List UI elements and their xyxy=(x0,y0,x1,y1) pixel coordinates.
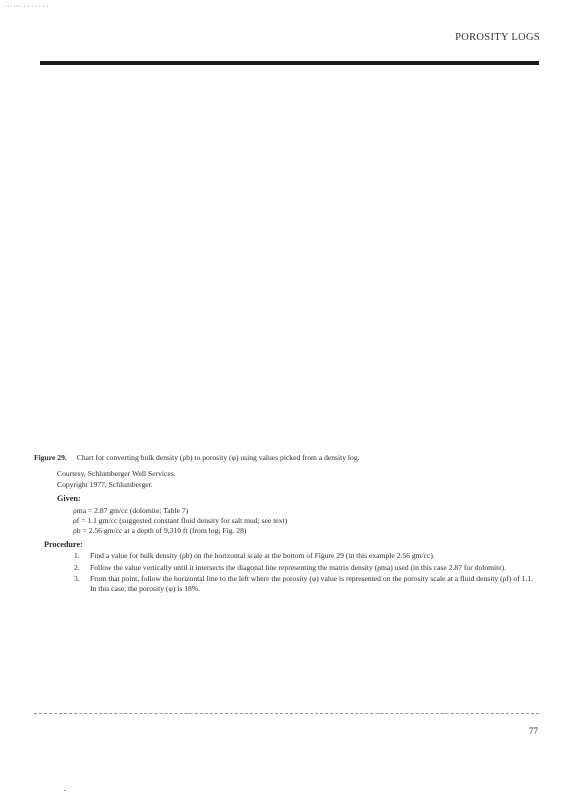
given-item: ρb = 2.56 gm/cc at a depth of 9,310 ft (from log; Fig. 28) xyxy=(73,526,247,536)
figure-caption-text: Chart for converting bulk density (ρb) to porosity (φ) using values picked from a density log. xyxy=(76,453,360,462)
procedure-heading: Procedure: xyxy=(44,539,83,549)
figure-caption xyxy=(34,453,534,463)
page-number: 77 xyxy=(529,726,538,736)
header-rule xyxy=(40,61,539,65)
procedure-step xyxy=(74,574,534,595)
procedure-step xyxy=(74,563,534,573)
courtesy-line: Courtesy, Schlumberger Well Services. xyxy=(57,469,176,479)
given-item: ρf = 1.1 gm/cc (suggested constant fluid density for salt mud; see text) xyxy=(73,516,288,526)
figure-caption-block xyxy=(34,453,534,596)
procedure-step xyxy=(74,551,534,561)
courtesy-notice xyxy=(34,469,534,490)
step-text: Follow the value vertically until it intersects the diagonal line representing the matrix density (ρma) used (in this case 2.87 for dolomite). xyxy=(90,562,507,572)
step-number: 2. xyxy=(74,562,80,572)
given-list xyxy=(34,506,534,537)
footer-rule xyxy=(34,713,539,714)
scan-artifact xyxy=(64,790,66,791)
copyright-line: Copyright 1977, Schlumberger. xyxy=(57,479,153,489)
step-number: 3. xyxy=(74,574,80,584)
figure-label: Figure 29. xyxy=(34,453,67,462)
step-text: From that point, follow the horizontal line to the left where the porosity (φ) value is represented on the porosity scale at a fluid density (ρf) of 1.1. In this case, the porosity (φ) is 18%. xyxy=(90,574,534,594)
given-item: ρma = 2.87 gm/cc (dolomite; Table 7) xyxy=(73,505,189,515)
scan-artifact: ▪▪▪ ▪▪▪▪ ▪ ▪ ▪ ▪ ▪ ▪ ▪ xyxy=(6,4,49,8)
step-text: Find a value for bulk density (ρb) on the horizontal scale at the bottom of Figure 29 (in this example 2.56 gm/cc). xyxy=(90,551,435,561)
procedure-steps xyxy=(34,551,534,595)
running-header: POROSITY LOGS xyxy=(455,32,540,43)
step-number: 1. xyxy=(74,551,80,561)
given-heading: Given: xyxy=(57,494,81,504)
